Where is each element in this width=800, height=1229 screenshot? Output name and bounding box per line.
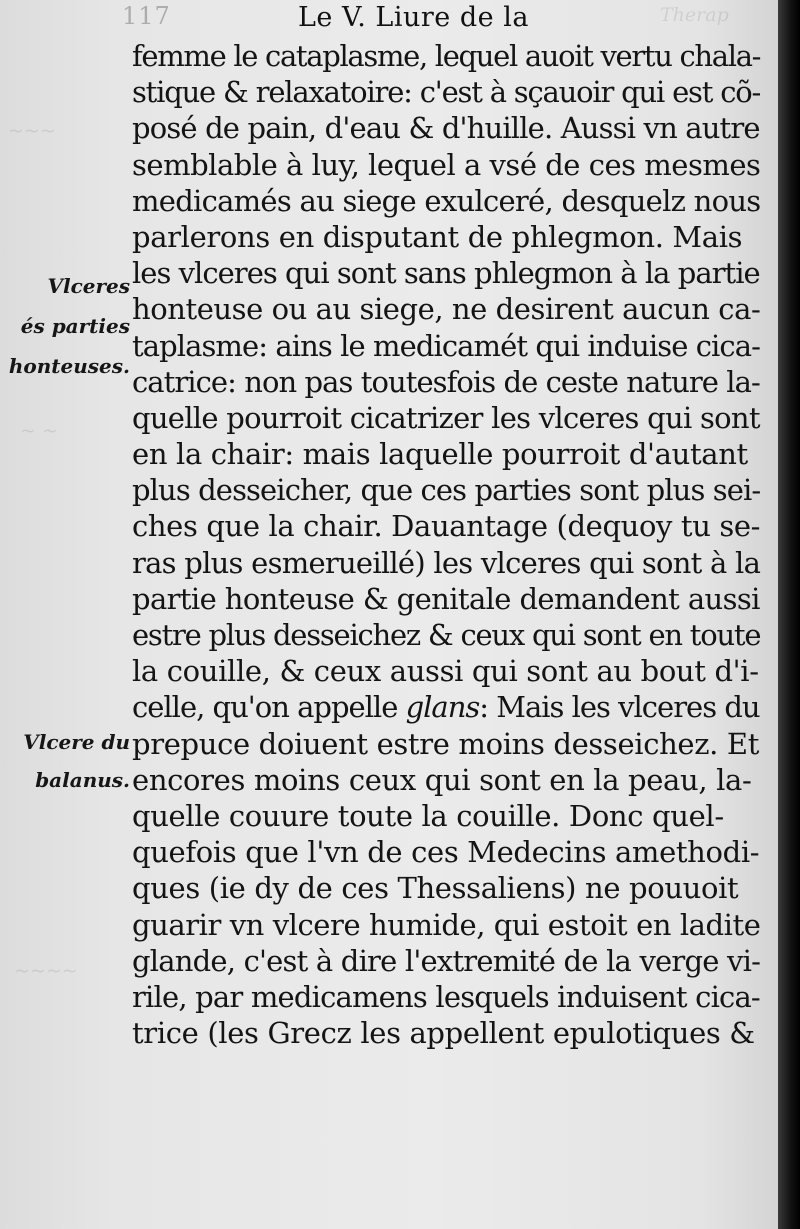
bleed-through-mark: Therap — [660, 4, 729, 26]
margin-note-line: Vlcere du — [23, 730, 130, 754]
text-line: guarir vn vlcere humide, qui estoit en ladite — [132, 907, 761, 942]
text-line: rile, par medicamens lesquels induisent cica- — [132, 979, 760, 1014]
text-line-glans — [132, 689, 762, 725]
page-edge-shadow — [778, 0, 800, 1229]
bleed-through-mark: ~~~~ — [14, 960, 78, 982]
text-line: catrice: non pas toutesfois de ceste nature la- — [132, 364, 760, 399]
text-line: parlerons en disputant de phlegmon. Mais — [132, 219, 743, 254]
text-line: plus desseicher, que ces parties sont plus sei- — [132, 473, 761, 508]
margin-note-line: Vlceres — [47, 274, 130, 298]
text-line: estre plus desseichez & ceux qui sont en toute — [132, 618, 761, 652]
margin-note-vlcere-du-balanus — [23, 730, 130, 792]
text-line: medicamés au siege exulceré, desquelz nous — [132, 183, 761, 218]
text-line: ches que la chair. Dauantage (dequoy tu se- — [132, 509, 761, 544]
text-line: quefois que l'vn de ces Medecins amethodi- — [132, 835, 760, 870]
text-line: trice (les Grecz les appellent epulotiques & — [132, 1016, 755, 1051]
text-line: semblable à luy, lequel a vsé de ces mesmes — [132, 147, 761, 182]
margin-note-line: balanus. — [35, 768, 130, 792]
text-line: en la chair: mais laquelle pourroit d'autant — [132, 437, 748, 472]
page-number: 117 — [122, 2, 171, 30]
margin-notes — [0, 0, 132, 1229]
text-line-part: celle, qu'on appelle — [132, 690, 406, 725]
text-line: posé de pain, d'eau & d'huille. Aussi vn autre — [132, 111, 760, 146]
text-line: ras plus esmerueillé) les vlceres qui sont à la — [132, 545, 761, 580]
text-line: les vlceres qui sont sans phlegmon à la partie — [132, 256, 760, 291]
italic-term-glans: glans — [405, 690, 480, 725]
text-line: quelle pourroit cicatrizer les vlceres qui sont — [132, 400, 760, 435]
text-line: la couille, & ceux aussi qui sont au bout d'i- — [132, 654, 759, 689]
text-line: femme le cataplasme, lequel auoit vertu chala- — [132, 39, 761, 73]
margin-note-line: honteuses. — [8, 354, 130, 378]
text-line: ques (ie dy de ces Thessaliens) ne pouuoit — [132, 871, 739, 906]
body-text — [132, 38, 762, 1051]
text-line: glande, c'est à dire l'extremité de la verge vi- — [132, 943, 761, 978]
text-line: taplasme: ains le medicamét qui induise cica- — [132, 328, 760, 363]
text-line: stique & relaxatoire: c'est à sçauoir qui est cõ- — [132, 75, 761, 110]
running-head — [120, 2, 760, 32]
bleed-through-mark: ~ ~ — [20, 420, 58, 442]
text-line: honteuse ou au siege, ne desirent aucun ca- — [132, 292, 761, 327]
text-line: quelle couure toute la couille. Donc quel- — [132, 798, 724, 833]
margin-note-vlceres — [9, 274, 130, 378]
text-line: partie honteuse & genitale demandent aussi — [132, 581, 760, 616]
text-line: prepuce doiuent estre moins desseichez. Et — [132, 726, 760, 761]
text-line: encores moins ceux qui sont en la peau, la- — [132, 762, 752, 797]
running-head-title: Le V. Liure de la — [298, 2, 529, 33]
margin-note-line: és parties — [20, 314, 130, 338]
bleed-through-mark: ~~~ — [8, 120, 56, 142]
text-line-part: : Mais les vlceres du — [479, 690, 760, 725]
